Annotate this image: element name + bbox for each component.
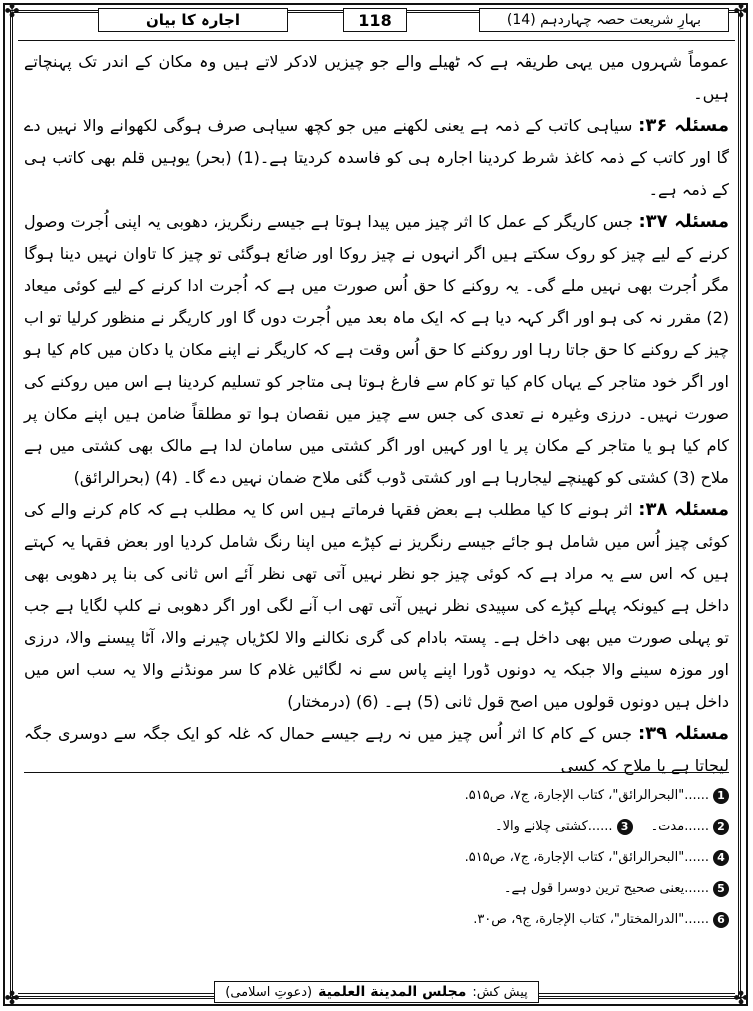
page-number: 118 xyxy=(343,8,407,32)
paragraph-text: جس کے کام کا اثر اُس چیز میں نہ رہے جیسے حمال کہ غلہ کو ایک جگہ سے دوسری جگہ لیجاتا ہے یا ملاح کہ کسی xyxy=(24,724,729,775)
footnote-divider xyxy=(24,772,729,773)
footnote xyxy=(24,811,729,842)
corner-ornament-icon: ✤ xyxy=(4,1,20,22)
footnotes xyxy=(24,780,729,935)
paragraph-text: جس کاریگر کے عمل کا اثر چیز میں پیدا ہوتا ہے جیسے رنگریز، دھوبی یہ اپنی اُجرت وصول کرنے کے لیے چیز کو روک سکتے ہیں اگر انہوں نے چیز روکا اور ضائع ہوگئی تو چیز کا تاوان نہیں دینا ہوگا مگر اُجرت بھی نہیں ملے گی۔ یہ روکنے کا حق اُس صورت میں ہے کہ اُجرت ادا کرنے کے لیے کوئی میعاد (2) مقرر نہ کی ہو اور اگر کہہ دیا ہے کہ ایک ماہ بعد میں اُجرت دوں گا اور کاریگر نے منظور کرلیا تو اب چیز کے روکنے کا حق جاتا رہا اور روکنے کا حق اُس وقت ہے کہ کاریگر نے اپنے مکان یا دکان میں کام کیا ہو اور اگر خود متاجر کے یہاں کام کیا تو کام سے فارغ ہوتا ہی متاجر کو تسلیم کردینا ہے اس میں روکنے کی صورت نہیں۔ درزی وغیرہ نے تعدی کی جس سے چیز میں نقصان ہوا تو مطلقاً ضامن ہیں اپنے مکان پر کام کیا ہو یا متاجر کے مکان پر یا اور کہیں اور اگر کشتی میں سامان لدا ہے مالک بھی کشتی میں ہے ملاح (3) کشتی کو کھینچے لیجارہا ہے اور کشتی ڈوب گئی ملاح ضمان نہیں دے گا۔ (4) (بحرالرائق) xyxy=(24,212,729,487)
main-text xyxy=(24,46,729,782)
footnote-number: 2 xyxy=(713,819,729,835)
masala-label: مسئلہ ۳۸: xyxy=(638,499,729,520)
footnote-text: ......مدت۔ xyxy=(650,819,709,834)
corner-ornament-icon: ✤ xyxy=(4,988,20,1009)
header-divider xyxy=(18,40,735,41)
footnote-number: 5 xyxy=(713,881,729,897)
masala-label: مسئلہ ۳۹: xyxy=(637,723,729,744)
footnote-text: ......"الدرالمختار"، کتاب الإجارة، ج۹، ص۳۰. xyxy=(473,912,709,927)
footnote-text: ......کشتی چلانے والا۔ xyxy=(495,819,613,834)
footer-prefix: پیش کش: xyxy=(472,984,528,1000)
paragraph xyxy=(24,110,729,206)
footer-suffix: (دعوتِ اسلامی) xyxy=(225,984,313,1000)
footnote xyxy=(24,873,729,904)
page-footer xyxy=(0,981,753,1005)
footer-org: مجلس المدینة العلمیة xyxy=(318,984,467,1000)
footnote-number: 3 xyxy=(617,819,633,835)
paragraph xyxy=(24,46,729,110)
paragraph-text: سیاہی کاتب کے ذمہ ہے یعنی لکھنے میں جو کچھ سیاہی صرف ہوگی لکھوانے والا نہیں دے گا اور کاتب کے ذمہ کاغذ شرط کردینا اجارہ ہی کو فاسدہ کردیتا ہے۔(1) (بحر) یوہیں قلم بھی کاتب ہی کے ذمہ ہے۔ xyxy=(24,116,729,199)
paragraph-text: اثر ہونے کا کیا مطلب ہے بعض فقہا فرماتے ہیں اس کا یہ مطلب ہے کہ کام کرنے والے کی کوئی چیز اُس میں شامل ہو جائے جیسے رنگریز نے کپڑے میں اپنا رنگ شامل کردیا اور بعض فقہا یہ کہتے ہیں کہ اس سے یہ مراد ہے کہ کوئی چیز جو نظر نہیں آتی تھی نظر آئے اس ثانی کی بنا پر دھوبی بھی داخل ہے کیونکہ پہلے کپڑے کی سپیدی نظر نہیں آتی تھی اب آنے لگی اور اگر دھوبی نے کلپ لگایا ہے جب تو پہلی صورت میں بھی داخل ہے۔ پستہ بادام کی گری نکالنے والا لکڑیاں چیرنے والا، آٹا پیسنے والا، درزی اور موزہ سینے والا جبکہ یہ دونوں ڈورا اپنے پاس سے نہ لگائیں غلام کا سر مونڈنے والا یہ سب اس میں داخل ہیں دونوں قولوں میں اصح قول ثانی (5) ہے۔ (6) (درمختار) xyxy=(24,500,729,711)
publisher-credit xyxy=(214,981,539,1003)
footnote-text: ......یعنی صحیح ترین دوسرا قول ہے۔ xyxy=(503,881,709,896)
masala-label: مسئلہ ۳۷: xyxy=(638,211,729,232)
footnote xyxy=(24,904,729,935)
section-title: اجارہ کا بیان xyxy=(98,8,288,32)
paragraph-text: عموماً شہروں میں یہی طریقہ ہے کہ ٹھیلے والے جو چیزیں لادکر لاتے ہیں وہ مکان کے اندر تک پہنچاتے ہیں۔ xyxy=(24,52,729,103)
paragraph xyxy=(24,206,729,494)
footnote xyxy=(24,842,729,873)
paragraph xyxy=(24,494,729,718)
book-title: بہارِ شریعت حصہ چہاردہم (14) xyxy=(479,8,729,32)
footnote-number: 4 xyxy=(713,850,729,866)
footnote-text: ......"البحرالرائق"، کتاب الإجارة، ج۷، ص۵۱۵. xyxy=(464,788,709,803)
footnote-number: 6 xyxy=(713,912,729,928)
corner-ornament-icon: ✤ xyxy=(733,988,749,1009)
footnote-text: ......"البحرالرائق"، کتاب الإجارة، ج۷، ص۵۱۵. xyxy=(464,850,709,865)
footnote-number: 1 xyxy=(713,788,729,804)
page-header xyxy=(18,6,735,36)
footnote xyxy=(24,780,729,811)
corner-ornament-icon: ✤ xyxy=(733,1,749,22)
masala-label: مسئلہ ۳۶: xyxy=(638,115,729,136)
